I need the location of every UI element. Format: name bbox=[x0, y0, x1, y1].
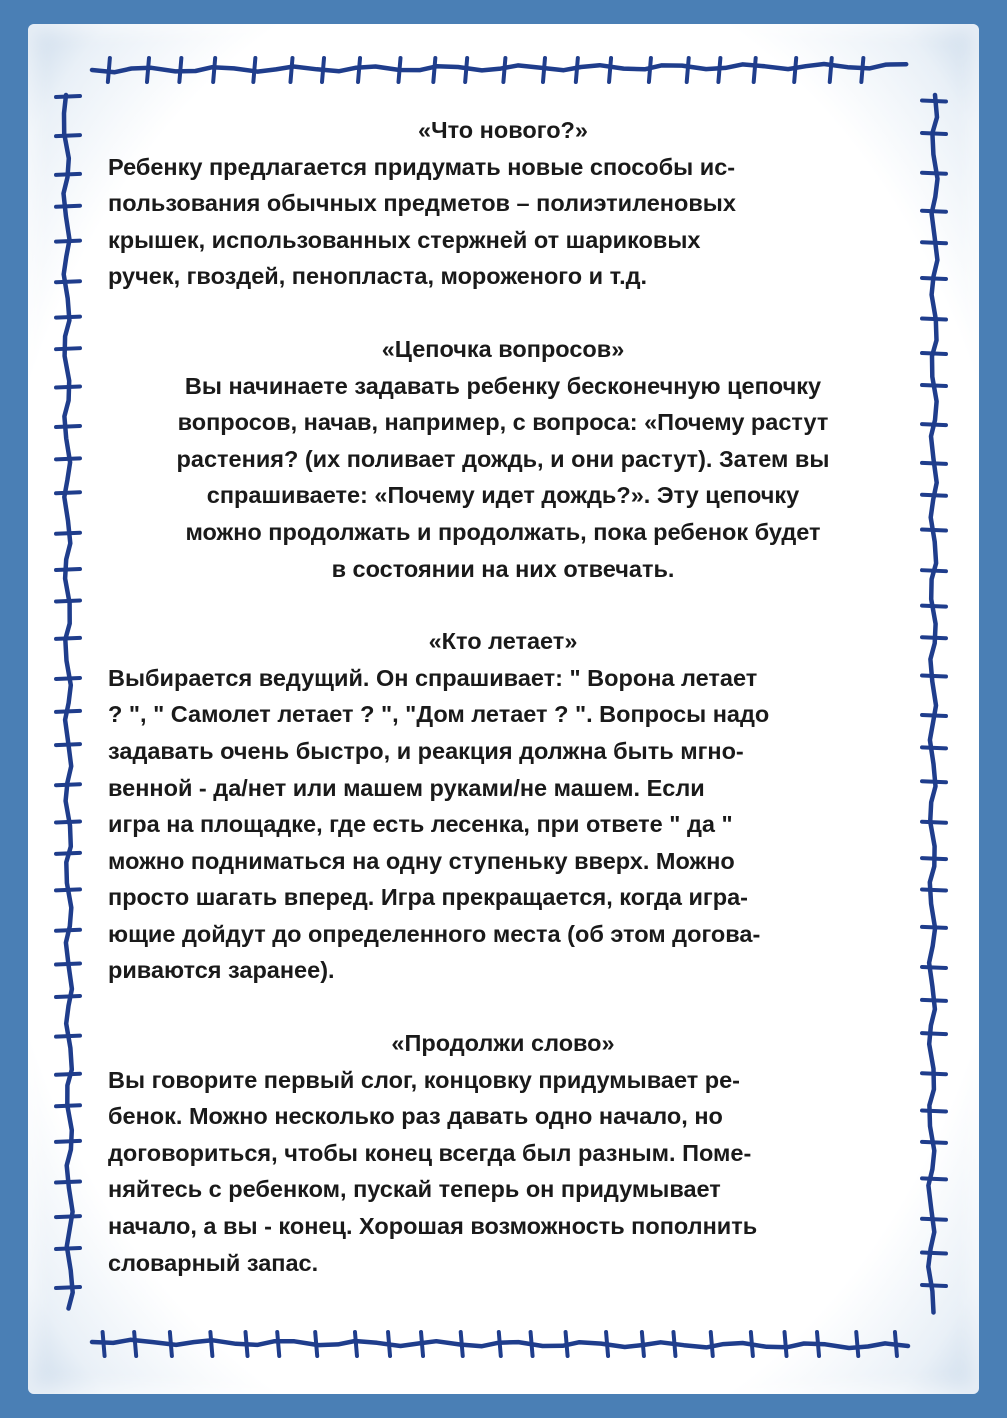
frame-stitch bbox=[56, 1287, 80, 1288]
frame-stitch bbox=[56, 96, 80, 97]
text-line: в состоянии на них отвечать. bbox=[331, 555, 675, 582]
text-line: Выбирается ведущий. Он спрашивает: " Ворона летает bbox=[108, 664, 758, 691]
text-line: договориться, чтобы конец всегда был разным. Поме- bbox=[108, 1139, 752, 1166]
frame-stitch bbox=[922, 1253, 946, 1254]
text-line: растения? (их поливает дождь, и они растут). Затем вы bbox=[176, 445, 830, 472]
frame-stitch bbox=[253, 58, 255, 82]
frame-stitch bbox=[170, 1332, 172, 1356]
frame-stitch bbox=[210, 1332, 212, 1356]
text-line: спрашиваете: «Почему идет дождь?». Эту цепочку bbox=[206, 482, 800, 509]
text-line: Вы начинаете задавать ребенку бесконечную цепочку bbox=[184, 372, 822, 399]
frame-stitch bbox=[213, 58, 215, 82]
frame-stitch bbox=[388, 1332, 390, 1356]
frame-stitch bbox=[56, 206, 80, 207]
frame-stitch bbox=[922, 385, 946, 386]
frame-stitch bbox=[246, 1332, 248, 1356]
frame-stitch bbox=[56, 889, 80, 890]
frame-stitch bbox=[861, 58, 863, 82]
frame-stitch bbox=[56, 281, 80, 282]
frame-stitch bbox=[56, 492, 80, 493]
frame-stitch bbox=[922, 133, 946, 134]
text-line: вопросов, начав, например, с вопроса: «Почему растут bbox=[177, 409, 829, 436]
section-title: «Что нового?» bbox=[418, 117, 588, 143]
frame-stitch bbox=[922, 173, 946, 174]
frame-stitch bbox=[147, 58, 149, 82]
frame-stitch bbox=[56, 317, 80, 318]
frame-stitch bbox=[922, 424, 946, 425]
frame-stitch bbox=[922, 319, 946, 320]
frame-stitch bbox=[718, 58, 720, 82]
frame-stitch bbox=[56, 458, 80, 459]
frame-stitch bbox=[499, 1332, 501, 1356]
frame-stitch bbox=[108, 58, 110, 82]
frame-stitch bbox=[922, 1285, 946, 1286]
frame-stitch bbox=[751, 1332, 753, 1356]
frame-stitch bbox=[922, 967, 946, 968]
text-line: риваются заранее). bbox=[108, 957, 335, 984]
frame-stitch bbox=[56, 348, 80, 349]
frame-stitch bbox=[56, 241, 80, 242]
frame-stitch bbox=[531, 1332, 533, 1356]
frame-stitch bbox=[56, 1036, 80, 1037]
frame-stitch bbox=[830, 58, 832, 82]
frame-stitch bbox=[56, 853, 80, 854]
section-question-chain bbox=[108, 331, 898, 587]
frame-stitch bbox=[56, 638, 80, 639]
frame-stitch bbox=[56, 1248, 80, 1249]
text-line: бенок. Можно несколько раз давать одно начало, но bbox=[108, 1103, 723, 1130]
frame-stitch bbox=[922, 1033, 946, 1034]
frame-stitch bbox=[922, 211, 946, 212]
frame-stitch bbox=[922, 1000, 946, 1001]
frame-stitch bbox=[315, 1332, 317, 1356]
frame-stitch bbox=[609, 58, 611, 82]
text-line: ющие дойдут до определенного места (об этом догова- bbox=[108, 920, 761, 947]
text-line: можно продолжать и продолжать, пока ребенок будет bbox=[185, 518, 821, 545]
frame-stitch bbox=[922, 242, 946, 243]
frame-stitch bbox=[922, 100, 946, 101]
frame-stitch bbox=[56, 1216, 80, 1217]
text-line: венной - да/нет или машем руками/не машем. Если bbox=[108, 774, 705, 801]
section-title: «Кто летает» bbox=[428, 628, 578, 655]
frame-stitch bbox=[922, 637, 946, 638]
frame-stitch bbox=[922, 747, 946, 748]
frame-stitch bbox=[103, 1332, 105, 1356]
frame-stitch bbox=[794, 58, 796, 82]
frame-stitch bbox=[922, 278, 946, 279]
frame-stitch bbox=[56, 678, 80, 679]
frame-stitch bbox=[56, 821, 80, 822]
text-line: просто шагать вперед. Игра прекращается, когда игра- bbox=[108, 884, 748, 911]
frame-stitch bbox=[433, 58, 435, 82]
frame-stitch bbox=[56, 711, 80, 712]
frame-stitch bbox=[922, 353, 946, 354]
frame-stitch bbox=[922, 858, 946, 859]
frame-stitch bbox=[922, 715, 946, 716]
section-title: «Цепочка вопросов» bbox=[381, 335, 625, 362]
frame-stitch bbox=[922, 530, 946, 531]
frame-stitch bbox=[922, 676, 946, 677]
frame-stitch bbox=[56, 426, 80, 427]
text-line: задавать очень быстро, и реакция должна быть мгно- bbox=[108, 737, 744, 764]
text-line: игра на площадке, где есть лесенка, при ответе " да " bbox=[108, 811, 733, 838]
frame-stitch bbox=[673, 1332, 675, 1356]
frame-stitch bbox=[922, 606, 946, 607]
frame-stitch bbox=[56, 387, 80, 388]
frame-stitch bbox=[922, 1178, 946, 1179]
frame-stitch bbox=[922, 889, 946, 890]
section-what-is-new bbox=[108, 112, 898, 295]
text-line: ? ", " Самолет летает ? ", "Дом летает ? ". Вопросы надо bbox=[108, 701, 770, 728]
text-line: начало, а вы - конец. Хорошая возможность пополнить bbox=[108, 1213, 758, 1240]
text-line: няйтесь с ребенком, пускай теперь он придумывает bbox=[108, 1176, 721, 1203]
frame-stitch bbox=[922, 927, 946, 928]
frame-stitch bbox=[922, 1219, 946, 1220]
frame-stitch bbox=[856, 1332, 858, 1356]
frame-stitch bbox=[461, 1332, 463, 1356]
frame-stitch bbox=[649, 58, 651, 82]
frame-stitch bbox=[56, 1141, 80, 1142]
frame-stitch bbox=[56, 135, 80, 136]
frame-stitch bbox=[503, 58, 505, 82]
frame-stitch bbox=[922, 463, 946, 464]
section-continue-word bbox=[108, 1025, 898, 1281]
frame-stitch bbox=[817, 1332, 819, 1356]
frame-stitch bbox=[421, 1332, 423, 1356]
text-line: крышек, использованных стержней от шариковых bbox=[108, 226, 701, 253]
frame-stitch bbox=[711, 1332, 713, 1356]
text-line: Ребенку предлагается придумать новые способы ис- bbox=[108, 153, 736, 180]
frame-stitch bbox=[56, 744, 80, 745]
frame-stroke bbox=[64, 95, 73, 1309]
text-line: Вы говорите первый слог, концовку придумывает ре- bbox=[108, 1066, 741, 1093]
frame-stitch bbox=[576, 58, 578, 82]
text-line: ручек, гвоздей, пенопласта, мороженого и т.д. bbox=[108, 263, 648, 290]
frame-stitch bbox=[922, 822, 946, 823]
frame-stitch bbox=[543, 58, 545, 82]
frame-stitch bbox=[56, 569, 80, 570]
frame-stitch bbox=[566, 1332, 568, 1356]
document-text bbox=[108, 112, 898, 1281]
frame-stitch bbox=[785, 1332, 787, 1356]
frame-stitch bbox=[56, 1182, 80, 1183]
section-who-flies bbox=[108, 623, 898, 989]
frame-stitch bbox=[398, 58, 400, 82]
text-line: можно подниматься на одну ступеньку вверх. Можно bbox=[108, 847, 735, 874]
frame-stitch bbox=[56, 533, 80, 534]
text-line: пользования обычных предметов – полиэтиленовых bbox=[108, 190, 736, 217]
frame-stitch bbox=[922, 781, 946, 782]
frame-stitch bbox=[922, 1073, 946, 1074]
frame-stitch bbox=[56, 1105, 80, 1106]
frame-stitch bbox=[606, 1332, 608, 1356]
section-title: «Продолжи слово» bbox=[391, 1030, 615, 1057]
frame-stitch bbox=[134, 1332, 136, 1356]
frame-stitch bbox=[922, 570, 946, 571]
frame-stitch bbox=[922, 1110, 946, 1111]
frame-stitch bbox=[687, 58, 689, 82]
frame-stitch bbox=[754, 58, 756, 82]
frame-stitch bbox=[179, 58, 181, 82]
frame-stitch bbox=[290, 58, 292, 82]
frame-stitch bbox=[56, 600, 80, 601]
frame-stitch bbox=[322, 58, 324, 82]
frame-stitch bbox=[465, 58, 467, 82]
frame-stitch bbox=[922, 495, 946, 496]
frame-stitch bbox=[277, 1332, 279, 1356]
frame-stitch bbox=[56, 964, 80, 965]
frame-stitch bbox=[56, 996, 80, 997]
frame-stitch bbox=[358, 58, 360, 82]
text-line: словарный запас. bbox=[108, 1249, 319, 1276]
frame-stitch bbox=[56, 174, 80, 175]
frame-stitch bbox=[56, 1074, 80, 1075]
frame-stitch bbox=[642, 1332, 644, 1356]
frame-stitch bbox=[56, 784, 80, 785]
frame-stitch bbox=[355, 1332, 357, 1356]
frame-stitch bbox=[895, 1332, 897, 1356]
frame-stitch bbox=[56, 930, 80, 931]
frame-stitch bbox=[922, 1142, 946, 1143]
